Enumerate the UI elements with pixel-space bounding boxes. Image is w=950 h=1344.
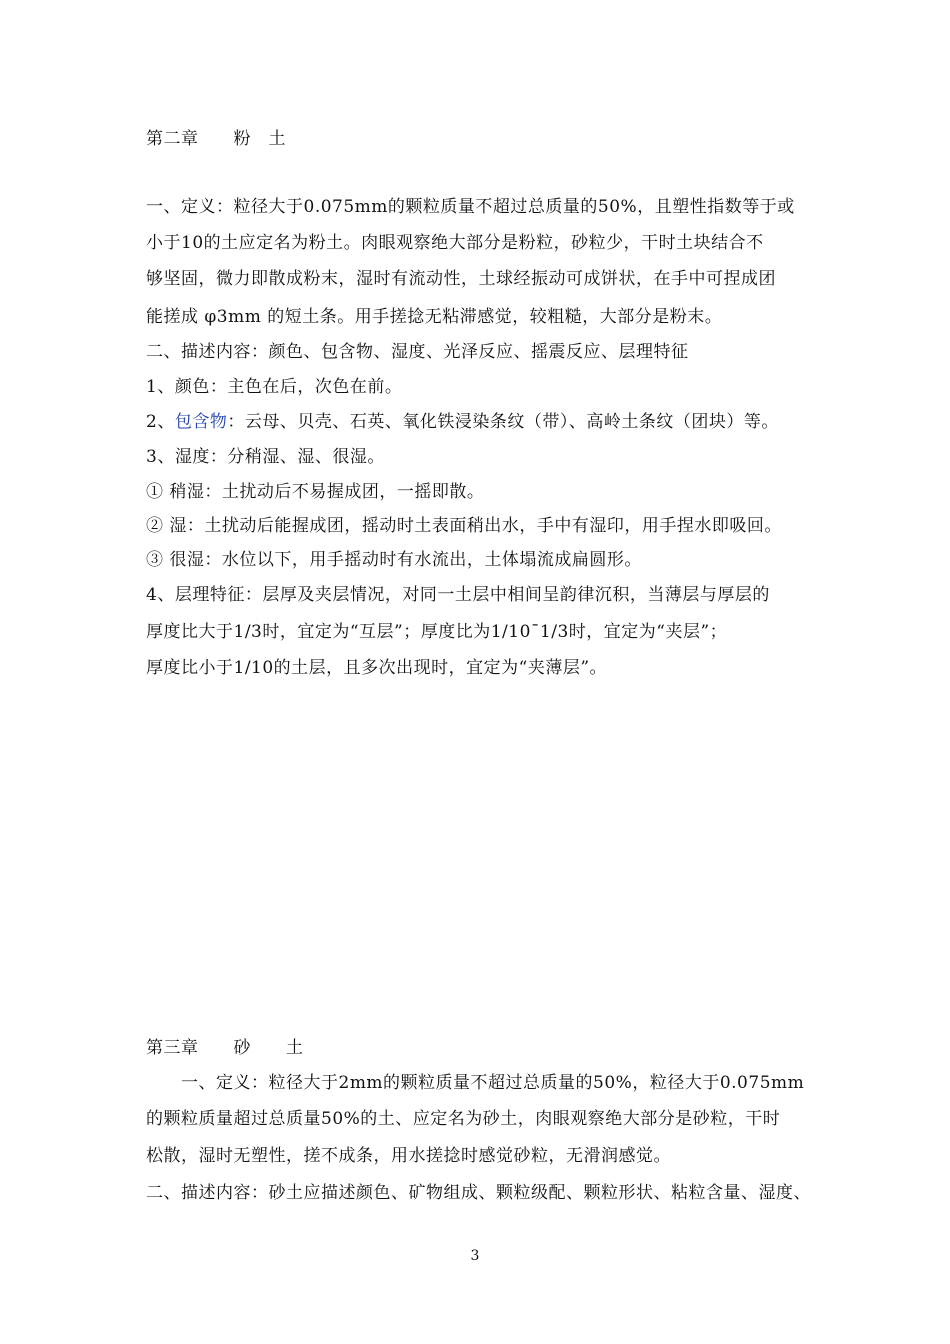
chapter-2-title: 第二章 粉 土 <box>146 129 286 149</box>
inclusion-rest: ：云母、贝壳、石英、氧化铁浸染条纹（带）、高岭土条纹（团块）等。 <box>227 412 779 432</box>
chapter-3-line-4: 二、描述内容：砂土应描述颜色、矿物组成、颗粒级配、颗粒形状、粘粒含量、湿度、 <box>146 1183 811 1203</box>
chapter-2-line-13: 厚度比大于1/3时，宜定为“互层”；厚度比为1/10¯1/3时，宜定为“夹层”； <box>146 622 728 642</box>
chapter-2-line-10: ② 湿：土扰动后能握成团，摇动时土表面稍出水，手中有湿印，用手捏水即吸回。 <box>146 516 782 536</box>
chapter-2-line-1: 一、定义：粒径大于0.075mm的颗粒质量不超过总质量的50%，且塑性指数等于或 <box>146 197 795 217</box>
chapter-3-line-2: 的颗粒质量超过总质量50%的土、应定名为砂土，肉眼观察绝大部分是砂粒，干时 <box>146 1109 781 1129</box>
chapter-2-line-3: 够坚固，微力即散成粉末，湿时有流动性，土球经振动可成饼状，在手中可捏成团 <box>146 269 776 289</box>
chapter-3-title: 第三章 砂 土 <box>146 1038 304 1058</box>
page-number: 3 <box>470 1248 480 1264</box>
chapter-2-line-11: ③ 很湿：水位以下，用手摇动时有水流出，土体塌流成扁圆形。 <box>146 550 642 570</box>
chapter-2-inclusion-line <box>146 411 779 433</box>
chapter-2-line-8: 3、湿度：分稍湿、湿、很湿。 <box>146 447 385 467</box>
chapter-2-line-2: 小于10的土应定名为粉土。肉眼观察绝大部分是粉粒，砂粒少，干时土块结合不 <box>146 233 764 253</box>
chapter-2-line-9: ① 稍湿：土扰动后不易握成团，一摇即散。 <box>146 482 485 502</box>
chapter-2-line-12: 4、层理特征：层厚及夹层情况，对同一土层中相间呈韵律沉积，当薄层与厚层的 <box>146 585 770 605</box>
inclusion-prefix: 2、 <box>146 412 175 432</box>
chapter-2-line-5: 二、描述内容：颜色、包含物、湿度、光泽反应、摇震反应、层理特征 <box>146 342 689 362</box>
inclusion-link[interactable]: 包含物 <box>174 412 228 432</box>
chapter-3-line-1: 一、定义：粒径大于2mm的颗粒质量不超过总质量的50%，粒径大于0.075mm <box>146 1073 805 1093</box>
chapter-3-line-3: 松散，湿时无塑性，搓不成条，用水搓捻时感觉砂粒，无滑润感觉。 <box>146 1146 671 1166</box>
chapter-2-line-6: 1、颜色：主色在后，次色在前。 <box>146 377 403 397</box>
chapter-2-line-4: 能搓成 φ3mm 的短土条。用手搓捻无粘滞感觉，较粗糙，大部分是粉末。 <box>146 307 723 327</box>
chapter-2-line-14: 厚度比小于1/10的土层，且多次出现时，宜定为“夹薄层”。 <box>146 658 608 678</box>
